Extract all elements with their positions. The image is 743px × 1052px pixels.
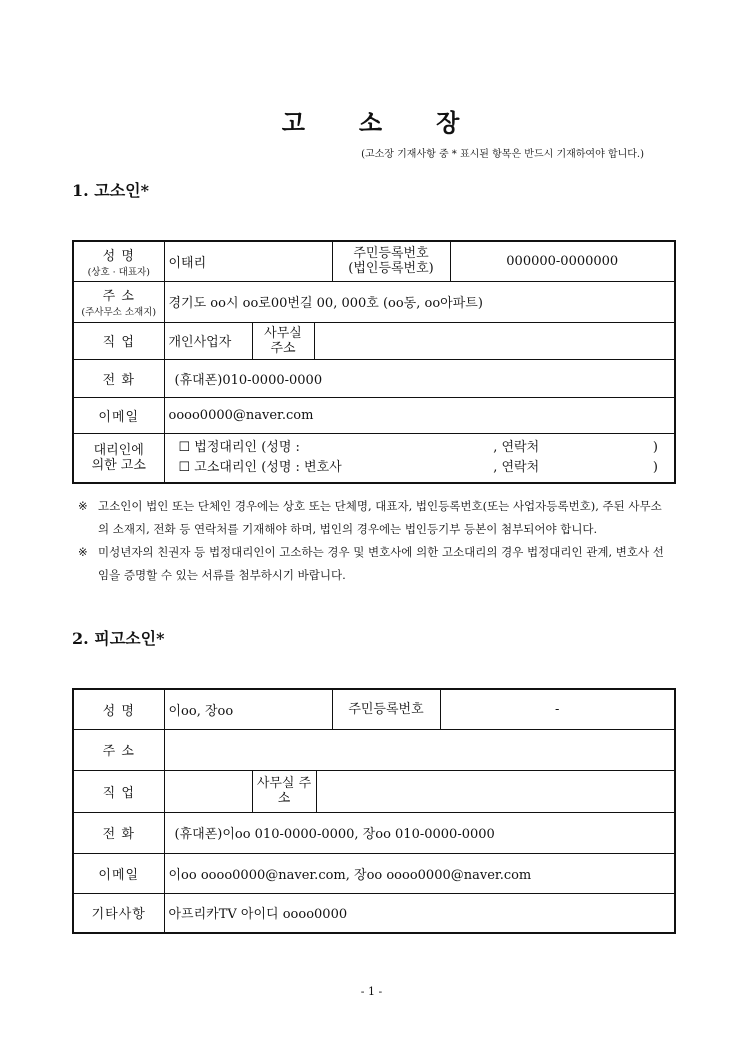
accused-phone-value: (휴대폰)이oo 010-0000-0000, 장oo 010-0000-0000 — [164, 812, 675, 853]
job-value: 개인사업자 — [164, 322, 252, 359]
rrn-value: 000000-0000000 — [450, 241, 675, 281]
accused-email-label: 이메일 — [73, 853, 164, 893]
attorney-agent-checkbox[interactable]: ☐ 고소대리인 (성명 : 변호사 — [178, 459, 342, 475]
section2-heading: 2. 피고소인* — [72, 629, 165, 648]
accused-office-value — [316, 770, 675, 812]
note-2: ※ 미성년자의 친권자 등 법정대리인이 고소하는 경우 및 변호사에 의한 고소대리의 경우 법정대리인 관계, 변호사 선임을 증명할 수 있는 서류를 첨부하시기 바랍니다. — [78, 545, 664, 582]
accused-rrn-value: - — [440, 689, 675, 729]
office-value — [314, 322, 675, 359]
name-label: 성 명 (상호 · 대표자) — [73, 241, 164, 281]
document-title — [0, 103, 743, 138]
notes — [78, 495, 668, 587]
agent-line-attorney: ☐ 고소대리인 (성명 : 변호사 , 연락처 ) — [179, 458, 659, 478]
accused-name-label: 성 명 — [73, 689, 164, 729]
accused-job-label: 직 업 — [73, 770, 164, 812]
page-number: - 1 - — [360, 985, 383, 998]
email-label: 이메일 — [73, 397, 164, 433]
complainant-table — [72, 240, 676, 484]
legal-agent-checkbox[interactable]: ☐ 법정대리인 (성명 : — [178, 439, 300, 455]
agent-line-legal: ☐ 법정대리인 (성명 : , 연락처 ) — [179, 438, 659, 458]
title-char: 소 — [358, 108, 385, 137]
phone-label: 전 화 — [73, 359, 164, 397]
section1-heading: 1. 고소인* — [72, 181, 150, 200]
note-1: ※ 고소인이 법인 또는 단체인 경우에는 상호 또는 단체명, 대표자, 법인등록번호(또는 사업자등록번호), 주된 사무소의 소재지, 전화 등 연락처를 기재해야 하며, 법인의 경우에는 법인등기부 등본이 첨부되어야 합니다. — [78, 499, 662, 536]
subtitle: (고소장 기재사항 중 * 표시된 항목은 반드시 기재하여야 합니다.) — [361, 149, 644, 160]
address-value: 경기도 oo시 oo로00번길 00, 000호 (oo동, oo아파트) — [164, 281, 675, 322]
name-value: 이태리 — [164, 241, 332, 281]
accused-email-value: 이oo oooo0000@naver.com, 장oo oooo0000@naver.com — [164, 853, 675, 893]
agent-value — [164, 433, 675, 483]
accused-name-value: 이oo, 장oo — [164, 689, 332, 729]
accused-etc-label: 기타사항 — [73, 893, 164, 933]
address-label: 주 소 (주사무소 소재지) — [73, 281, 164, 322]
accused-office-label: 사무실 주소 — [252, 770, 316, 812]
job-label: 직 업 — [73, 322, 164, 359]
accused-address-value — [164, 729, 675, 770]
accused-table — [72, 688, 676, 934]
office-label: 사무실 주소 — [252, 322, 314, 359]
rrn-label: 주민등록번호 (법인등록번호) — [332, 241, 450, 281]
email-value: oooo0000@naver.com — [164, 397, 675, 433]
agent-label: 대리인에 의한 고소 — [73, 433, 164, 483]
phone-value: (휴대폰)010-0000-0000 — [164, 359, 675, 397]
accused-phone-label: 전 화 — [73, 812, 164, 853]
accused-job-value — [164, 770, 252, 812]
accused-etc-value: 아프리카TV 아이디 oooo0000 — [164, 893, 675, 933]
accused-rrn-label: 주민등록번호 — [332, 689, 440, 729]
title-char: 장 — [436, 108, 462, 137]
accused-address-label: 주 소 — [73, 729, 164, 770]
title-char: 고 — [281, 108, 307, 137]
